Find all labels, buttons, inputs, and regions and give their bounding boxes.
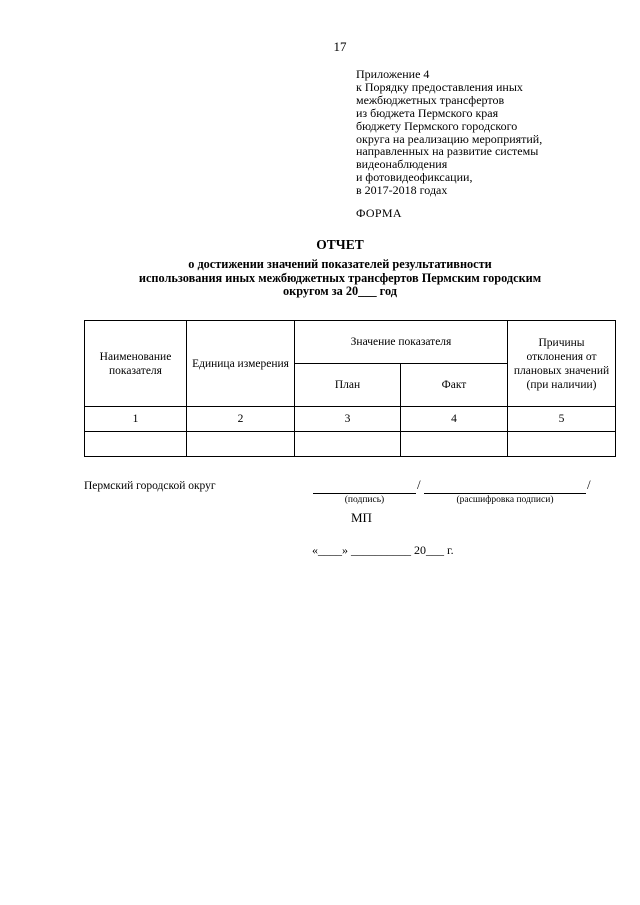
appendix-line: округа на реализацию мероприятий, [356, 131, 543, 146]
table-cell[interactable] [85, 432, 187, 457]
report-table [84, 320, 616, 457]
stamp-place-label: МП [351, 510, 372, 525]
table-header-row [85, 321, 616, 364]
table-row [85, 432, 616, 457]
signature-caption: (подпись) [344, 495, 385, 505]
appendix-block [356, 68, 626, 197]
report-subtitle-line: о достижении значений показателей результативности [188, 257, 492, 271]
column-number-cell: 5 [508, 407, 616, 432]
signature-line[interactable] [313, 480, 416, 494]
appendix-line: из бюджета Пермского края [356, 105, 499, 120]
appendix-line: к Порядку предоставления иных [356, 79, 523, 94]
appendix-line: межбюджетных трансфертов [356, 92, 505, 107]
table-cell[interactable] [187, 432, 295, 457]
table-cell[interactable] [401, 432, 508, 457]
appendix-line: и фотовидеофиксации, [356, 170, 473, 185]
appendix-line: в 2017-2018 годах [356, 183, 448, 198]
table-column-number-row [85, 407, 616, 432]
appendix-line: Приложение 4 [356, 67, 430, 81]
decoding-caption: (расшифровка подписи) [456, 495, 554, 505]
appendix-line: видеонаблюдения [356, 157, 448, 172]
signature-decoding-line[interactable] [424, 480, 586, 494]
header-plan: План [295, 364, 401, 407]
form-label: ФОРМА [356, 206, 402, 220]
signature-separator: / [417, 477, 421, 492]
header-indicator-name: Наименование показателя [85, 321, 187, 407]
column-number-cell: 2 [187, 407, 295, 432]
appendix-line: направленных на развитие системы [356, 144, 539, 159]
page-number: 17 [333, 39, 347, 54]
signature-end-separator: / [587, 477, 591, 492]
date-line[interactable]: «____» __________ 20___ г. [312, 543, 454, 557]
column-number-cell: 3 [295, 407, 401, 432]
header-reasons: Причины отклонения от плановых значений (при наличии) [508, 321, 616, 407]
column-number-cell: 1 [85, 407, 187, 432]
header-unit: Единица измерения [187, 321, 295, 407]
table-cell[interactable] [295, 432, 401, 457]
column-number-cell: 4 [401, 407, 508, 432]
header-fact: Факт [401, 364, 508, 407]
organization-name: Пермский городской округ [84, 480, 216, 492]
report-subtitle [70, 258, 610, 299]
report-subtitle-line: использования иных межбюджетных трансфертов Пермским городским [138, 270, 542, 285]
appendix-line: бюджету Пермского городского [356, 118, 518, 133]
report-subtitle-line: округом за 20___ год [283, 284, 397, 298]
table-cell[interactable] [508, 432, 616, 457]
header-value-group: Значение показателя [295, 321, 508, 364]
report-title: ОТЧЕТ [316, 237, 364, 252]
